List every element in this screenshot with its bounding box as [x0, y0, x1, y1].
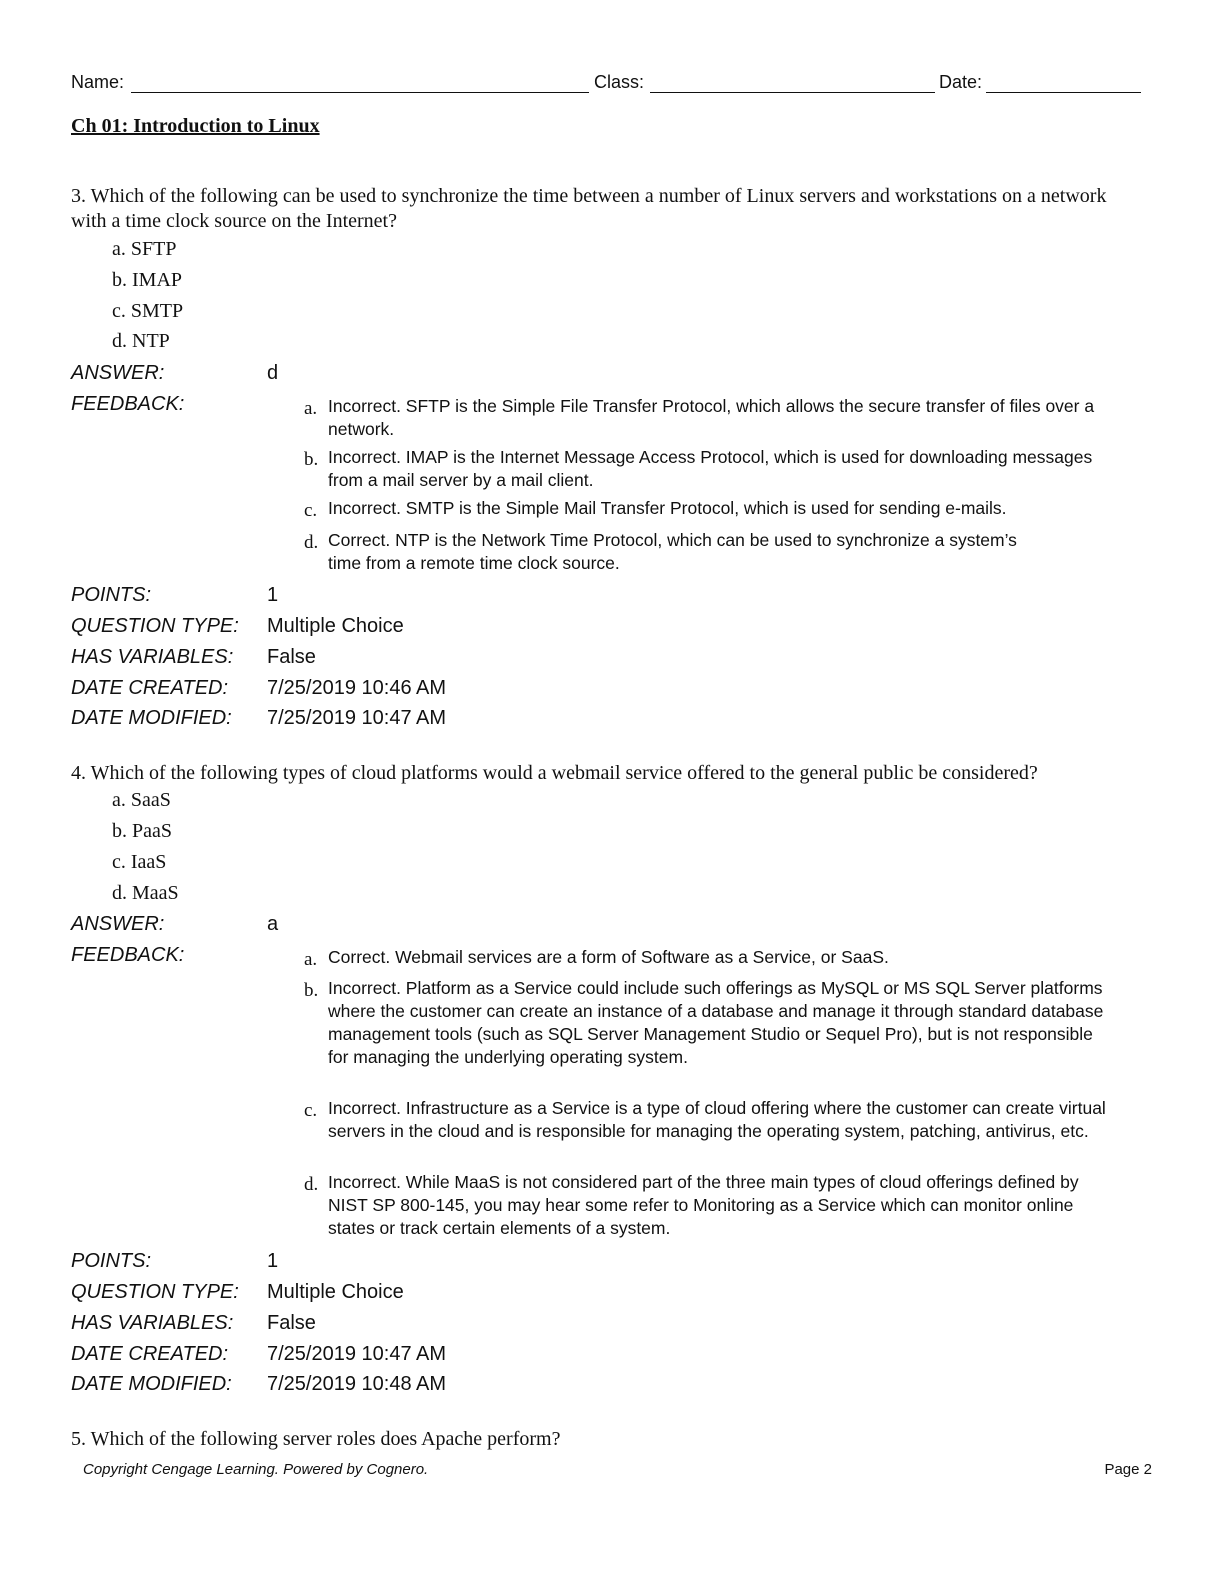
- date-created-label: DATE CREATED:: [71, 1343, 229, 1365]
- option: a. SFTP: [112, 238, 177, 260]
- points-value: 1: [267, 584, 279, 606]
- option: b. PaaS: [112, 820, 172, 842]
- date-line: [986, 92, 1141, 93]
- date-created-value: 7/25/2019 10:46 AM: [267, 677, 447, 699]
- option: b. IMAP: [112, 269, 183, 291]
- class-line: [650, 92, 935, 93]
- name-label: Name:: [71, 72, 125, 92]
- option: c. IaaS: [112, 851, 167, 873]
- date-modified-label: DATE MODIFIED:: [71, 707, 232, 729]
- question-number: 5.: [71, 1428, 86, 1450]
- points-label: POINTS:: [71, 1250, 152, 1272]
- option: a. SaaS: [112, 789, 171, 811]
- answer-value: a: [267, 913, 279, 935]
- answer-label: ANSWER:: [71, 362, 165, 384]
- question-type-label: QUESTION TYPE:: [71, 615, 239, 637]
- question-number: 4.: [71, 762, 86, 784]
- option: d. NTP: [112, 330, 170, 352]
- date-label: Date:: [939, 72, 983, 92]
- has-variables-value: False: [267, 646, 316, 668]
- chapter-title: Ch 01: Introduction to Linux: [71, 115, 320, 137]
- question-type-value: Multiple Choice: [267, 1281, 404, 1303]
- question-body: Which of the following can be used to synchronize the time between a number of Linux servers and workstations on a network with a time clock source on the Internet?: [71, 185, 1107, 232]
- has-variables-label: HAS VARIABLES:: [71, 1312, 234, 1334]
- date-modified-value: 7/25/2019 10:48 AM: [267, 1373, 447, 1395]
- answer-value: d: [267, 362, 279, 384]
- question-body: Which of the following types of cloud platforms would a webmail service offered to the general public be considered?: [90, 762, 1038, 784]
- option: c. SMTP: [112, 300, 184, 322]
- feedback-label: FEEDBACK:: [71, 393, 185, 415]
- question-body: Which of the following server roles does Apache perform?: [90, 1428, 561, 1450]
- has-variables-label: HAS VARIABLES:: [71, 646, 234, 668]
- date-created-label: DATE CREATED:: [71, 677, 229, 699]
- question-type-value: Multiple Choice: [267, 615, 404, 637]
- question-text: [71, 1427, 1141, 1452]
- option: d. MaaS: [112, 882, 179, 904]
- question-number: 3.: [71, 185, 86, 207]
- name-class-date-header: [71, 72, 1141, 96]
- points-label: POINTS:: [71, 584, 152, 606]
- date-modified-value: 7/25/2019 10:47 AM: [267, 707, 447, 729]
- footer-copyright: Copyright Cengage Learning. Powered by Cognero.: [83, 1461, 429, 1478]
- answer-label: ANSWER:: [71, 913, 165, 935]
- class-label: Class:: [594, 72, 645, 92]
- date-created-value: 7/25/2019 10:47 AM: [267, 1343, 447, 1365]
- feedback-label: FEEDBACK:: [71, 944, 185, 966]
- date-modified-label: DATE MODIFIED:: [71, 1373, 232, 1395]
- footer-page-number: Page 2: [1104, 1461, 1152, 1478]
- has-variables-value: False: [267, 1312, 316, 1334]
- question-text: [71, 184, 1141, 234]
- question-type-label: QUESTION TYPE:: [71, 1281, 239, 1303]
- points-value: 1: [267, 1250, 279, 1272]
- question-text: [71, 761, 1141, 786]
- name-line: [131, 92, 589, 93]
